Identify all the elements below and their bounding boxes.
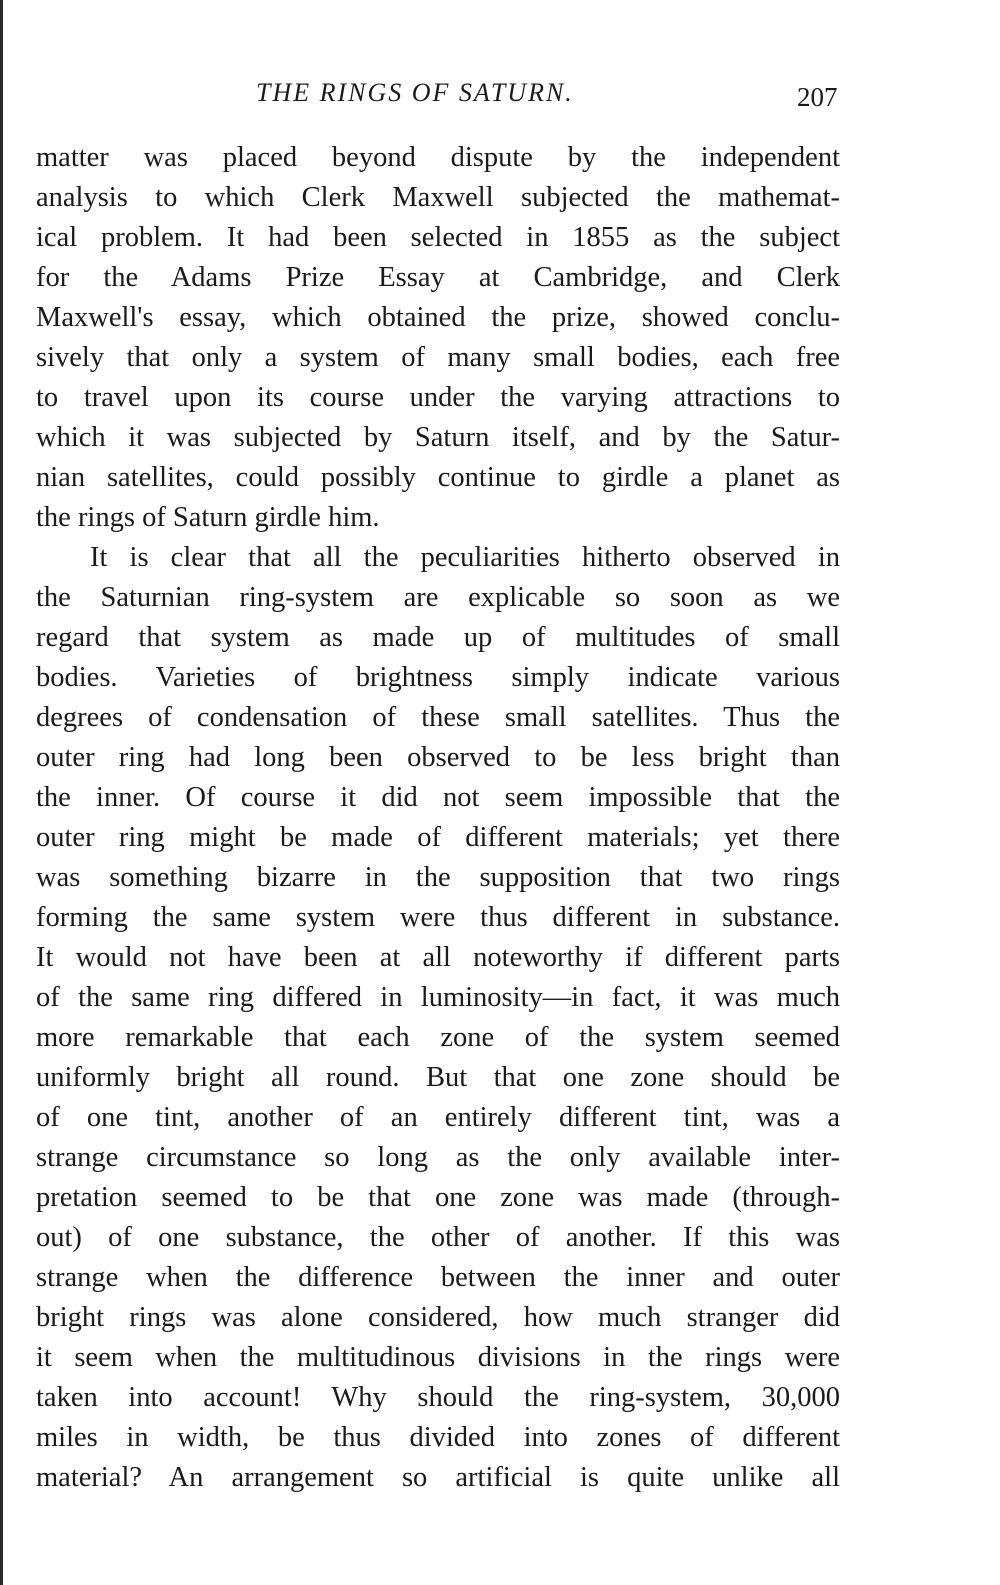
text-line: bright rings was alone considered, how much stranger did [36, 1302, 840, 1333]
text-line: material? An arrangement so artificial is quite unlike all [36, 1462, 840, 1493]
text-line: matter was placed beyond dispute by the independent [36, 142, 840, 173]
text-line: outer ring had long been observed to be less bright than [36, 742, 840, 773]
running-head [0, 78, 1000, 118]
text-line: it seem when the multitudinous divisions in the rings were [36, 1342, 840, 1373]
text-line: which it was subjected by Saturn itself, and by the Satur- [36, 422, 840, 453]
running-title: THE RINGS OF SATURN. [256, 78, 574, 107]
paragraph-2 [36, 538, 840, 1498]
text-line: taken into account! Why should the ring-system, 30,000 [36, 1382, 840, 1413]
text-line: analysis to which Clerk Maxwell subjected the mathemat- [36, 182, 840, 213]
text-line: degrees of condensation of these small satellites. Thus the [36, 702, 840, 733]
page-edge [0, 0, 3, 1585]
text-line: was something bizarre in the supposition that two rings [36, 862, 840, 893]
page-number: 207 [797, 82, 838, 112]
text-line: nian satellites, could possibly continue to girdle a planet as [36, 462, 840, 493]
text-line: strange circumstance so long as the only available inter- [36, 1142, 840, 1173]
text-line: the rings of Saturn girdle him. [36, 502, 380, 533]
text-line: the inner. Of course it did not seem impossible that the [36, 782, 840, 813]
text-line: pretation seemed to be that one zone was made (through- [36, 1182, 840, 1213]
text-line: Maxwell's essay, which obtained the prize, showed conclu- [36, 302, 840, 333]
paragraph-1 [36, 138, 840, 538]
text-line: forming the same system were thus different in substance. [36, 902, 840, 933]
text-line: more remarkable that each zone of the system seemed [36, 1022, 840, 1053]
text-line: uniformly bright all round. But that one zone should be [36, 1062, 840, 1093]
text-line: strange when the difference between the inner and outer [36, 1262, 840, 1293]
text-line: miles in width, be thus divided into zones of different [36, 1422, 840, 1453]
text-line: of one tint, another of an entirely different tint, was a [36, 1102, 840, 1133]
text-line: for the Adams Prize Essay at Cambridge, and Clerk [36, 262, 840, 293]
text-line: regard that system as made up of multitudes of small [36, 622, 840, 653]
text-line: outer ring might be made of different materials; yet there [36, 822, 840, 853]
text-line: It is clear that all the peculiarities hitherto observed in [90, 542, 840, 573]
text-line: It would not have been at all noteworthy if different parts [36, 942, 840, 973]
body-text [36, 138, 840, 1498]
text-line: to travel upon its course under the varying attractions to [36, 382, 840, 413]
text-line: the Saturnian ring-system are explicable so soon as we [36, 582, 840, 613]
text-line: ical problem. It had been selected in 1855 as the subject [36, 222, 840, 253]
text-line: of the same ring differed in luminosity—in fact, it was much [36, 982, 840, 1013]
text-line: sively that only a system of many small bodies, each free [36, 342, 840, 373]
text-line: out) of one substance, the other of another. If this was [36, 1222, 840, 1253]
text-line: bodies. Varieties of brightness simply indicate various [36, 662, 840, 693]
